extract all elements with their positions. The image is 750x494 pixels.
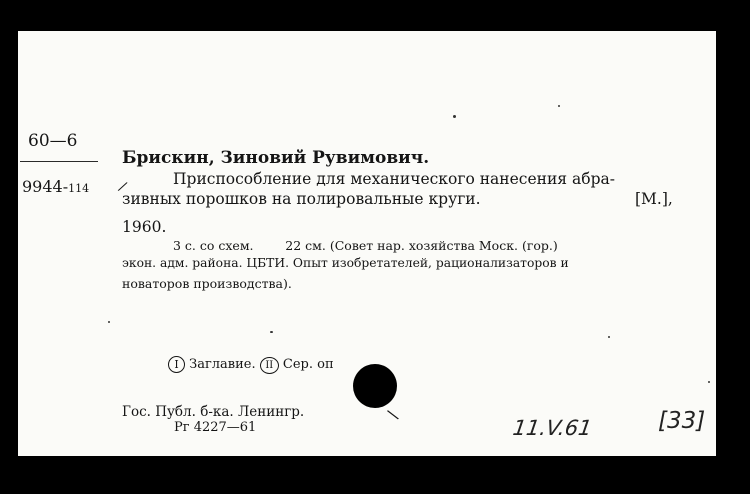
tracing-marker-2: II	[260, 357, 279, 374]
imprint-year: 1960.	[122, 218, 167, 236]
handwritten-date: 11.V.61	[511, 416, 594, 440]
imprint-place: [М.],	[635, 190, 673, 208]
tracing-marker-1: I	[168, 356, 185, 373]
handwritten-number: [33]	[658, 408, 706, 434]
tracings	[168, 356, 334, 374]
author-heading: Брискин, Зиновий Рувимович.	[122, 148, 430, 168]
tracing-series: Сер. оп	[282, 357, 334, 372]
collation-note-line-3: новаторов производства).	[122, 276, 292, 291]
shelf-mark-divider	[20, 161, 98, 162]
tracing-title: Заглавие.	[189, 357, 256, 372]
dust-speck	[453, 115, 456, 118]
dust-speck	[108, 321, 110, 323]
print-order: Рг 4227—61	[174, 420, 257, 435]
pencil-mark: /	[116, 178, 129, 196]
collation-note-line-1: 3 с. со схем. 22 см. (Совет нар. хозяйства Моск. (гор.)	[173, 238, 558, 253]
shelf-mark-subscript: 114	[68, 182, 90, 195]
card-punch-hole	[353, 364, 397, 408]
collation-note-line-2: экон. адм. района. ЦБТИ. Опыт изобретателей, рационализаторов и	[122, 256, 569, 270]
dust-speck	[708, 381, 710, 383]
title-line-2: зивных порошков на полировальные круги.	[122, 190, 481, 208]
dust-speck	[270, 331, 273, 333]
shelf-mark-top: 60—6	[28, 131, 78, 151]
shelf-mark-number: 9944-	[22, 177, 69, 196]
shelf-mark-bottom	[22, 177, 89, 196]
library-name: Гос. Публ. б-ка. Ленингр.	[122, 404, 305, 420]
dust-speck	[558, 105, 560, 107]
dust-speck	[608, 336, 610, 338]
title-line-1: Приспособление для механического нанесения абра-	[173, 170, 615, 188]
pencil-mark-near-hole: \	[385, 405, 401, 424]
